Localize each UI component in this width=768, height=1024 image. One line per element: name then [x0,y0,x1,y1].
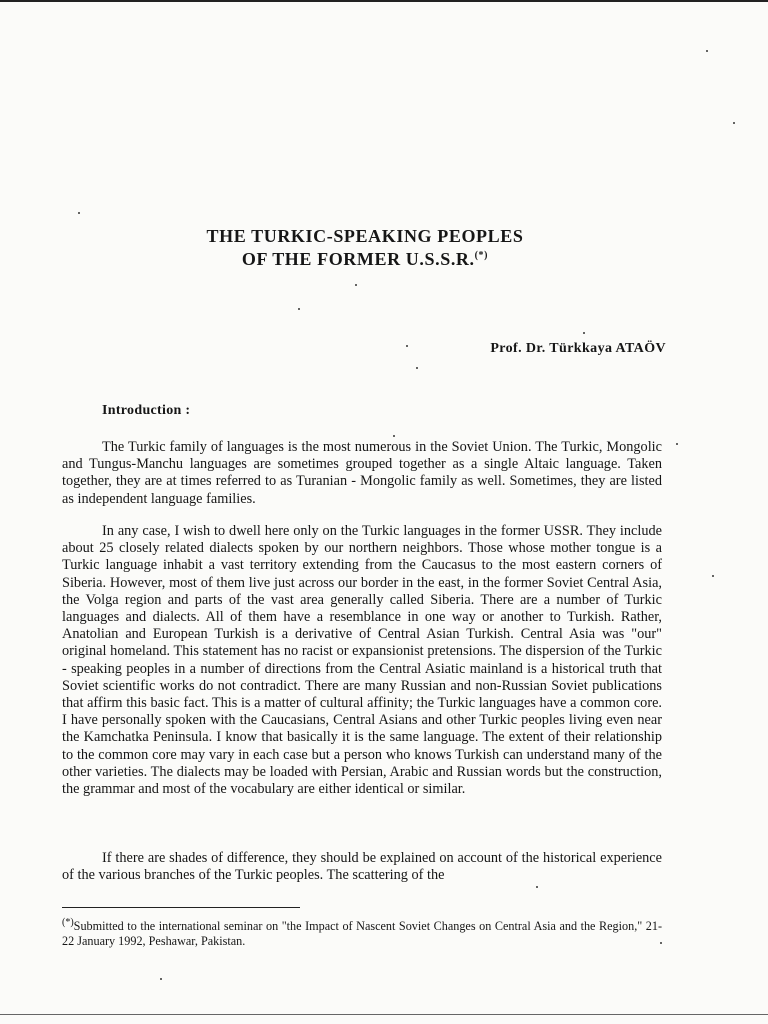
scan-speck [416,367,418,369]
footnote-mark: (*) [62,917,74,928]
scan-speck [676,443,678,445]
author-name: Prof. Dr. Türkkaya ATAÖV [490,341,666,356]
scan-speck [536,886,538,888]
scan-speck [712,575,714,577]
section-heading-introduction: Introduction : [102,403,191,418]
scan-speck [660,942,662,944]
scan-speck [78,212,80,214]
bottom-edge-line [0,1014,768,1015]
scan-speck [355,284,357,286]
scan-speck [706,50,708,52]
footnote-text: Submitted to the international seminar on "the Impact of Nascent Soviet Changes on Central Asia and the Region," 21-22 January 1992, Peshawar, Pakistan. [62,919,662,949]
title-line-1: THE TURKIC-SPEAKING PEOPLES [206,226,524,246]
document-title [100,226,630,269]
scan-speck [733,122,735,124]
scan-speck [298,308,300,310]
title-line-2: OF THE FORMER U.S.S.R. [241,249,475,269]
body-paragraph-3: If there are shades of difference, they should be explained on account of the historical experience of the various branches of the Turkic peoples. The scattering of the [62,850,662,884]
footnote-separator [62,907,300,908]
footnote [62,915,662,949]
scan-speck [160,978,162,980]
scan-speck [583,332,585,334]
title-footnote-mark: (*) [474,250,489,261]
top-border-line [0,0,768,2]
body-paragraph-1: The Turkic family of languages is the most numerous in the Soviet Union. The Turkic, Mongolic and Tungus-Manchu languages are sometimes grouped together as a single Altaic language. Taken together, they are at times referred to as Turanian - Mongolic family as well. Sometimes, they are listed as independent language families. [62,439,662,507]
body-paragraph-2: In any case, I wish to dwell here only on the Turkic languages in the former USSR. They include about 25 closely related dialects spoken by our northern neighbors. Those whose mother tongue is a Turkic language inhabit a vast territory extending from the Caucasus to the most eastern corners of Siberia. However, most of them live just across our border in the east, in the former Soviet Central Asia, the Volga region and parts of the vast area generally called Siberia. There are a number of Turkic languages and dialects. All of them have a resemblance in one way or another to Turkish. Rather, Anatolian and European Turkish is a derivative of Central Asian Turkish. Central Asia was "our" original homeland. This statement has no racist or expansionist pretensions. The dispersion of the Turkic - speaking peoples in a number of directions from the Central Asiatic mainland is a historical truth that Soviet scientific works do not contradict. There are many Russian and non-Russian Soviet publications that affirm this basic fact. This is a matter of cultural affinity; the Turkic languages have a common core. I have personally spoken with the Caucasians, Central Asians and other Turkic peoples living even near the Kamchatka Peninsula. I know that basically it is the same language. The extent of their relationship to the common core may vary in each case but a person who knows Turkish can understand many of the other varieties. The dialects may be loaded with Persian, Arabic and Russian words but the construction, the grammar and most of the vocabulary are either identical or similar. [62,523,662,798]
scan-speck [406,345,408,347]
scan-speck [393,435,395,437]
